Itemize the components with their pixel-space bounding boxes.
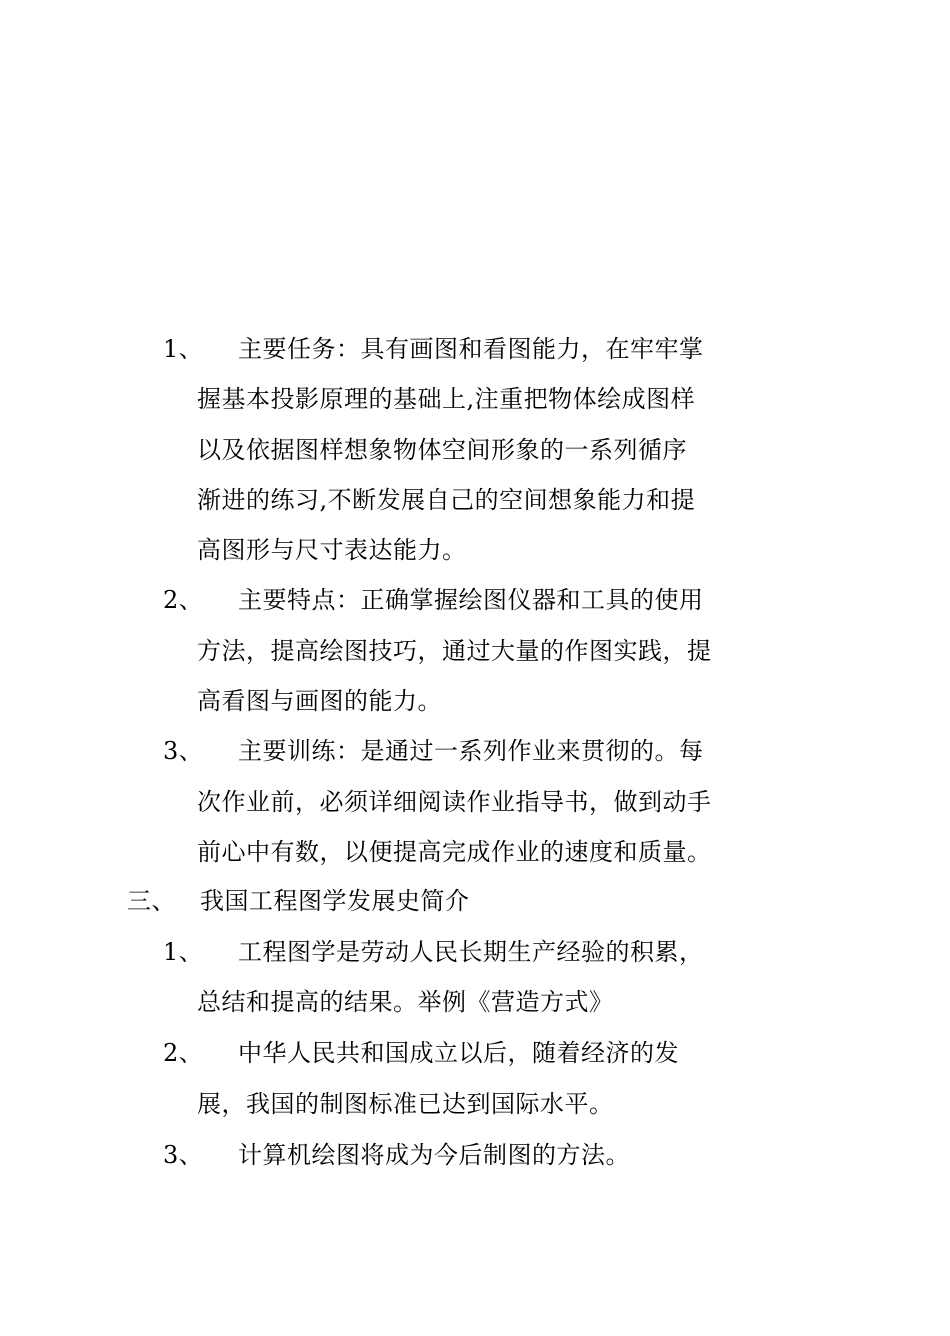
item-text-line: 次作业前，必须详细阅读作业指导书，做到动手 bbox=[197, 788, 712, 816]
item-text-line: 高图形与尺寸表达能力。 bbox=[197, 536, 467, 564]
item-text-line: 工程图学是劳动人民长期生产经验的积累， bbox=[238, 938, 704, 966]
section-number: 三、 bbox=[127, 887, 176, 915]
item-text-line: 主要训练：是通过一系列作业来贯彻的。每 bbox=[238, 737, 704, 765]
item-number: 2、 bbox=[163, 586, 204, 614]
item-text-line: 计算机绘图将成为今后制图的方法。 bbox=[238, 1141, 630, 1169]
item-text-line: 高看图与画图的能力。 bbox=[197, 687, 442, 715]
item-number: 3、 bbox=[163, 1141, 204, 1169]
item-text-line: 总结和提高的结果。举例《营造方式》 bbox=[197, 988, 614, 1016]
item-text-line: 主要任务：具有画图和看图能力，在牢牢掌 bbox=[238, 335, 704, 363]
item-number: 3、 bbox=[163, 737, 204, 765]
item-number: 2、 bbox=[163, 1039, 204, 1067]
item-text-line: 前心中有数，以便提高完成作业的速度和质量。 bbox=[197, 838, 712, 866]
item-text-line: 方法，提高绘图技巧，通过大量的作图实践，提 bbox=[197, 637, 712, 665]
section-title: 我国工程图学发展史简介 bbox=[200, 887, 470, 915]
item-text-line: 展，我国的制图标准已达到国际水平。 bbox=[197, 1090, 614, 1118]
item-text-line: 中华人民共和国成立以后，随着经济的发 bbox=[238, 1039, 679, 1067]
item-text-line: 以及依据图样想象物体空间形象的一系列循序 bbox=[197, 436, 687, 464]
item-text-line: 握基本投影原理的基础上,注重把物体绘成图样 bbox=[197, 385, 696, 413]
item-text-line: 渐进的练习,不断发展自己的空间想象能力和提 bbox=[197, 486, 696, 514]
item-number: 1、 bbox=[163, 938, 204, 966]
item-number: 1、 bbox=[163, 335, 204, 363]
item-text-line: 主要特点：正确掌握绘图仪器和工具的使用 bbox=[238, 586, 704, 614]
